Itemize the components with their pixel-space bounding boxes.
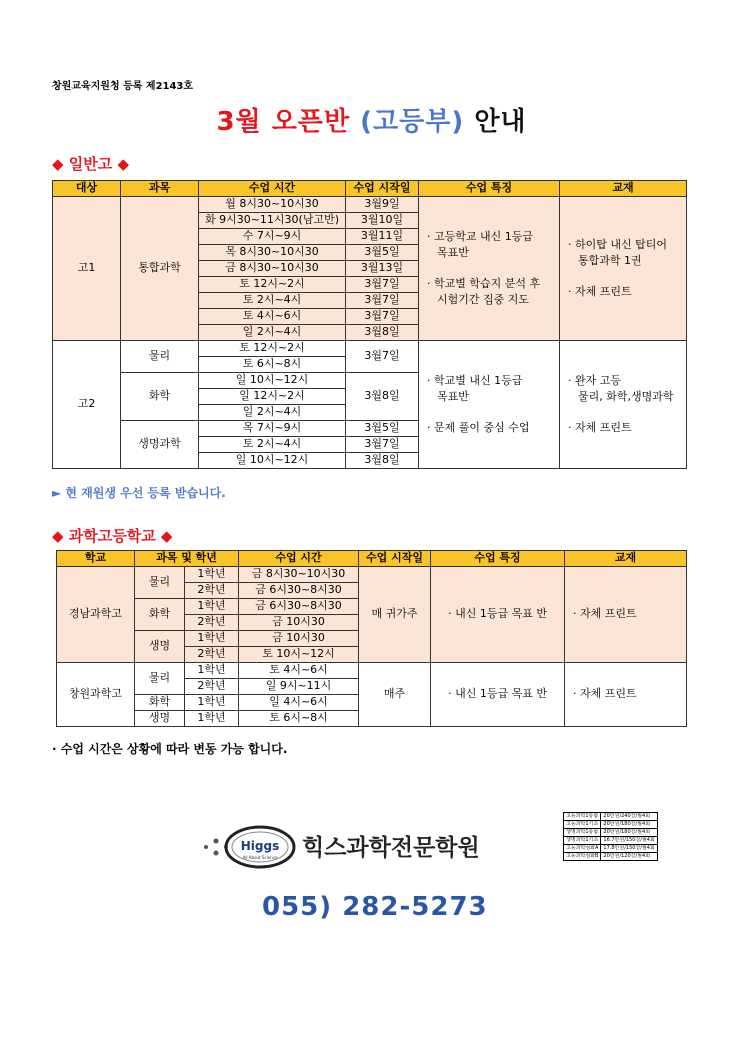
time-cell: 일 4시~6시 (239, 695, 359, 711)
time-cell: 일 9시~11시 (239, 679, 359, 695)
time-cell: 화 9시30~11시30(남고반) (199, 213, 346, 229)
book-line: 물리, 화학,생명과학 (578, 390, 674, 404)
feature-line: 시험기간 집중 지도 (437, 293, 530, 306)
start-cell: 매주 (359, 663, 431, 727)
header-cell: 수업 시간 (239, 551, 359, 567)
header-cell: 교재 (565, 551, 687, 567)
title-part3: (고등부) (360, 107, 465, 137)
fee-course: 생명과학1기초 (564, 837, 601, 845)
time-cell: 금 10시30 (239, 631, 359, 647)
table-row (53, 197, 687, 213)
time-cell: 금 8시30~10시30 (239, 567, 359, 583)
start-cell: 3월7일 (346, 341, 419, 373)
header-cell: 교재 (560, 181, 687, 197)
time-cell: 토 6시~8시 (239, 711, 359, 727)
grade-cell: 1학년 (185, 631, 239, 647)
subject-cell: 통합과학 (121, 197, 199, 341)
grade-cell: 1학년 (185, 599, 239, 615)
logo-brand: Higgs (240, 839, 280, 853)
start-cell: 3월7일 (346, 309, 419, 325)
school-cell: 창원과학고 (57, 663, 135, 727)
fee-amount: 20만원/120강/월4회 (601, 853, 657, 861)
feature-line: · 학교별 내신 1등급 (427, 373, 523, 387)
grade-cell: 2학년 (185, 647, 239, 663)
section-general-heading: ◆ 일반고 ◆ (52, 155, 129, 173)
time-cell: 금 6시30~8시30 (239, 599, 359, 615)
time-cell: 일 10시~12시 (199, 453, 346, 469)
title-part4: 안내 (474, 107, 527, 137)
table-row (564, 829, 658, 837)
start-cell: 3월9일 (346, 197, 419, 213)
time-cell: 목 7시~9시 (199, 421, 346, 437)
fee-amount: 20만원/180강/월4회 (601, 829, 657, 837)
time-cell: 월 8시30~10시30 (199, 197, 346, 213)
time-cell: 일 12시~2시 (199, 389, 346, 405)
feature-line: · 학교별 학습지 분석 후 (427, 276, 541, 290)
time-cell: 일 2시~4시 (199, 325, 346, 341)
start-cell: 3월8일 (346, 373, 419, 421)
title-part2: 반 (323, 107, 351, 137)
start-cell: 3월8일 (346, 325, 419, 341)
feature-line: 목표반 (437, 246, 469, 259)
book-line: · 하이탑 내신 탑티어 (568, 237, 667, 251)
start-cell: 3월7일 (346, 437, 419, 453)
header-cell: 수업 특징 (431, 551, 565, 567)
title-part1: 3월 오픈 (216, 107, 324, 137)
grade-cell: 1학년 (185, 711, 239, 727)
table-row (564, 845, 658, 853)
feature-line: · 문제 풀이 중심 수업 (427, 420, 530, 434)
science-school-table (56, 550, 687, 727)
start-cell: 매 귀가주 (359, 567, 431, 663)
time-cell: 금 10시30 (239, 615, 359, 631)
grade-cell: 2학년 (185, 583, 239, 599)
subject-cell: 화학 (121, 373, 199, 421)
higgs-logo-icon (200, 817, 520, 877)
start-cell: 3월11일 (346, 229, 419, 245)
table-header-row (57, 551, 687, 567)
grade-cell: 1학년 (185, 695, 239, 711)
feature-line: · 고등학교 내신 1등급 (427, 229, 533, 243)
fee-amount: 16.7만원/150강/월4회 (601, 837, 657, 845)
book-cell (560, 341, 687, 469)
book-line: · 자체 프린트 (568, 284, 632, 298)
time-cell: 수 7시~9시 (199, 229, 346, 245)
header-cell: 수업 시작일 (359, 551, 431, 567)
header-cell: 수업 특징 (419, 181, 560, 197)
time-cell: 목 8시30~10시30 (199, 245, 346, 261)
phone-number: 055) 282-5273 (262, 892, 488, 922)
grade-cell: 고1 (53, 197, 121, 341)
book-line: · 완자 고등 (568, 373, 621, 387)
fee-course: 생명과학1통합 (564, 829, 601, 837)
header-cell: 과목 및 학년 (135, 551, 239, 567)
registration-number: 창원교육지원청 등록 제2143호 (52, 81, 194, 92)
section-science-heading: ◆ 과학고등학교 ◆ (52, 527, 173, 545)
grade-cell: 1학년 (185, 567, 239, 583)
table-row (564, 813, 658, 821)
grade-cell: 1학년 (185, 663, 239, 679)
feature-cell (419, 197, 560, 341)
subject-cell: 생명 (135, 631, 185, 663)
time-cell: 토 6시~8시 (199, 357, 346, 373)
header-cell: 수업 시간 (199, 181, 346, 197)
table-row (564, 853, 658, 861)
start-cell: 3월5일 (346, 421, 419, 437)
feature-cell (419, 341, 560, 469)
start-cell: 3월7일 (346, 277, 419, 293)
subject-cell: 생명 (135, 711, 185, 727)
time-cell: 토 2시~4시 (199, 437, 346, 453)
start-cell: 3월7일 (346, 293, 419, 309)
book-line: 통합과학 1권 (578, 254, 642, 268)
school-cell: 경남과학고 (57, 567, 135, 663)
feature-cell: · 내신 1등급 목표 반 (431, 567, 565, 663)
table-row (53, 341, 687, 357)
grade-cell: 2학년 (185, 679, 239, 695)
subject-cell: 생명과학 (121, 421, 199, 469)
header-cell: 학교 (57, 551, 135, 567)
book-line: · 자체 프린트 (568, 420, 632, 434)
subject-cell: 화학 (135, 599, 185, 631)
tuition-fee-table (563, 812, 658, 861)
time-cell: 토 4시~6시 (239, 663, 359, 679)
grade-cell: 2학년 (185, 615, 239, 631)
time-cell: 일 2시~4시 (199, 405, 346, 421)
start-cell: 3월5일 (346, 245, 419, 261)
table-row (564, 821, 658, 829)
table-row (57, 663, 687, 679)
subject-cell: 물리 (121, 341, 199, 373)
time-cell: 토 12시~2시 (199, 277, 346, 293)
grade-cell: 고2 (53, 341, 121, 469)
time-cell: 일 10시~12시 (199, 373, 346, 389)
fee-course: 고등과학1통합 (564, 813, 601, 821)
time-cell: 금 6시30~8시30 (239, 583, 359, 599)
feature-line: 목표반 (437, 390, 469, 404)
subject-cell: 물리 (135, 663, 185, 695)
feature-cell: · 내신 1등급 목표 반 (431, 663, 565, 727)
table-row (564, 837, 658, 845)
table-header-row (53, 181, 687, 197)
general-schedule-table (52, 180, 687, 469)
fee-amount: 20만원/240강/월4회 (601, 813, 657, 821)
logo-tagline: All About Science (242, 855, 278, 860)
fee-amount: 17.8만원/150강/월4회 (601, 845, 657, 853)
header-cell: 대상 (53, 181, 121, 197)
book-cell: · 자체 프린트 (565, 663, 687, 727)
schedule-change-note: · 수업 시간은 상황에 따라 변동 가능 합니다. (52, 742, 288, 756)
academy-logo (200, 817, 520, 877)
table-row (57, 567, 687, 583)
subject-cell: 화학 (135, 695, 185, 711)
priority-registration-note: ► 현 재원생 우선 등록 받습니다. (52, 486, 226, 500)
start-cell: 3월8일 (346, 453, 419, 469)
fee-course: 고등과학1기초 (564, 821, 601, 829)
academy-name: 힉스과학전문학원 (302, 835, 480, 861)
fee-course: 고등과학심화B (564, 853, 601, 861)
header-cell: 수업 시작일 (346, 181, 419, 197)
time-cell: 토 12시~2시 (199, 341, 346, 357)
time-cell: 토 4시~6시 (199, 309, 346, 325)
page-title (0, 101, 743, 138)
book-cell: · 자체 프린트 (565, 567, 687, 663)
start-cell: 3월13일 (346, 261, 419, 277)
book-cell (560, 197, 687, 341)
fee-amount: 20만원/180강/월4회 (601, 821, 657, 829)
time-cell: 토 2시~4시 (199, 293, 346, 309)
time-cell: 금 8시30~10시30 (199, 261, 346, 277)
header-cell: 과목 (121, 181, 199, 197)
time-cell: 토 10시~12시 (239, 647, 359, 663)
fee-course: 고등과학심화A (564, 845, 601, 853)
subject-cell: 물리 (135, 567, 185, 599)
start-cell: 3월10일 (346, 213, 419, 229)
